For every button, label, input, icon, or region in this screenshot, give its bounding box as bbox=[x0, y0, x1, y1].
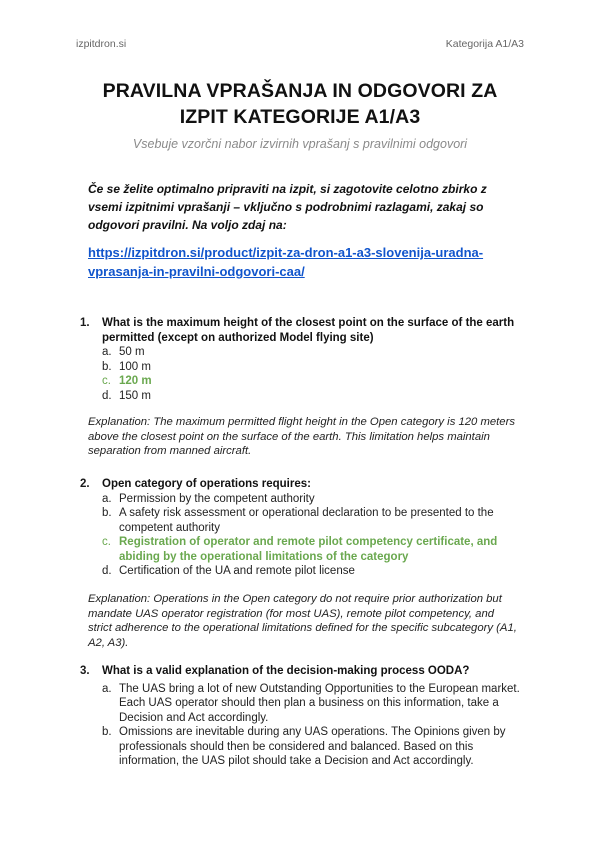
answer-option bbox=[102, 389, 530, 404]
page-title bbox=[60, 78, 540, 130]
link-line-1[interactable]: https://izpitdron.si/product/izpit-za-dron-a1-a3-slovenija-uradna- bbox=[88, 245, 484, 260]
answer-list bbox=[102, 345, 530, 403]
answer-list bbox=[102, 682, 530, 769]
answer-option bbox=[102, 725, 530, 769]
answer-option bbox=[102, 345, 530, 360]
answer-letter: a. bbox=[102, 682, 112, 695]
question-text: Open category of operations requires: bbox=[102, 478, 311, 490]
question-number: 2. bbox=[80, 478, 90, 490]
answer-letter: b. bbox=[102, 726, 112, 738]
answer-text: Omissions are inevitable during any UAS operations. The Opinions given by professionals should then be considered and balanced. Based on this information, the UAS pilot should take a Decision and Act accordingly. bbox=[119, 726, 506, 767]
answer-letter: d. bbox=[102, 565, 112, 577]
explanation-2: Explanation: Operations in the Open category do not require prior authorization but mandate UAS operator registration (for most UAS), remote pilot competency, and strict adherence to the operational limitations defined for the specific subcategory (A1, A2, A3). bbox=[88, 593, 517, 649]
answer-letter: c. bbox=[102, 536, 111, 548]
question-number: 1. bbox=[80, 317, 90, 329]
answer-text: The UAS bring a lot of new Outstanding Opportunities to the European market. Each UAS operator should then plan a business on this information, take a Decision and Act accordingly. bbox=[119, 682, 520, 724]
page-subtitle: Vsebuje vzorčni nabor izvirnih vprašanj s pravilnimi odgovori bbox=[132, 137, 468, 151]
title-line-1: PRAVILNA VPRAŠANJA IN ODGOVORI ZA bbox=[102, 80, 498, 102]
answer-option bbox=[102, 564, 530, 579]
answer-text: 50 m bbox=[119, 346, 145, 358]
answer-text: Permission by the competent authority bbox=[119, 492, 315, 505]
answer-option bbox=[102, 506, 530, 535]
answer-option bbox=[102, 360, 530, 375]
answer-text: A safety risk assessment or operational declaration to be presented to the competent authority bbox=[119, 507, 494, 534]
answer-text: 120 m bbox=[119, 375, 152, 387]
link-line-2[interactable]: vprasanja-in-pravilni-odgovori-caa/ bbox=[88, 264, 305, 279]
question-2 bbox=[80, 477, 530, 579]
answer-option bbox=[102, 492, 530, 507]
question-text: What is the maximum height of the closest point on the surface of the earth permitted (except on authorized Model flying site) bbox=[102, 317, 515, 344]
answer-letter: a. bbox=[102, 346, 112, 358]
answer-text: Certification of the UA and remote pilot license bbox=[119, 565, 355, 577]
answer-letter: b. bbox=[102, 507, 112, 519]
question-3 bbox=[80, 664, 530, 769]
product-link[interactable] bbox=[88, 243, 528, 281]
answer-option bbox=[102, 682, 530, 726]
answer-list bbox=[102, 492, 530, 579]
title-line-2: IZPIT KATEGORIJE A1/A3 bbox=[179, 106, 421, 128]
answer-option-correct bbox=[102, 535, 530, 564]
header-site-name: izpitdron.si bbox=[76, 38, 127, 50]
answer-text: 150 m bbox=[119, 389, 151, 402]
answer-text: 100 m bbox=[119, 360, 151, 373]
question-text: What is a valid explanation of the decision-making process OODA? bbox=[102, 665, 470, 677]
answer-letter: b. bbox=[102, 360, 112, 373]
promo-text: Če se želite optimalno pripraviti na izpit, si zagotovite celotno zbirko z vsemi izpitnimi vprašanji – vključno s podrobnimi razlagami, zakaj so odgovori pravilni. Na voljo zdaj na: bbox=[88, 182, 487, 232]
answer-letter: c. bbox=[102, 375, 111, 387]
answer-letter: a. bbox=[102, 492, 112, 505]
answer-option-correct bbox=[102, 374, 530, 389]
answer-text: Registration of operator and remote pilot competency certificate, and abiding by the operational limitations of the category bbox=[119, 536, 498, 563]
question-1 bbox=[80, 316, 530, 403]
question-number: 3. bbox=[80, 665, 90, 677]
answer-letter: d. bbox=[102, 389, 112, 402]
header-category: Kategorija A1/A3 bbox=[445, 38, 524, 50]
explanation-1: Explanation: The maximum permitted flight height in the Open category is 120 meters above the closest point on the surface of the earth. This limitation helps maintain separation from manned aircraft. bbox=[88, 416, 515, 457]
